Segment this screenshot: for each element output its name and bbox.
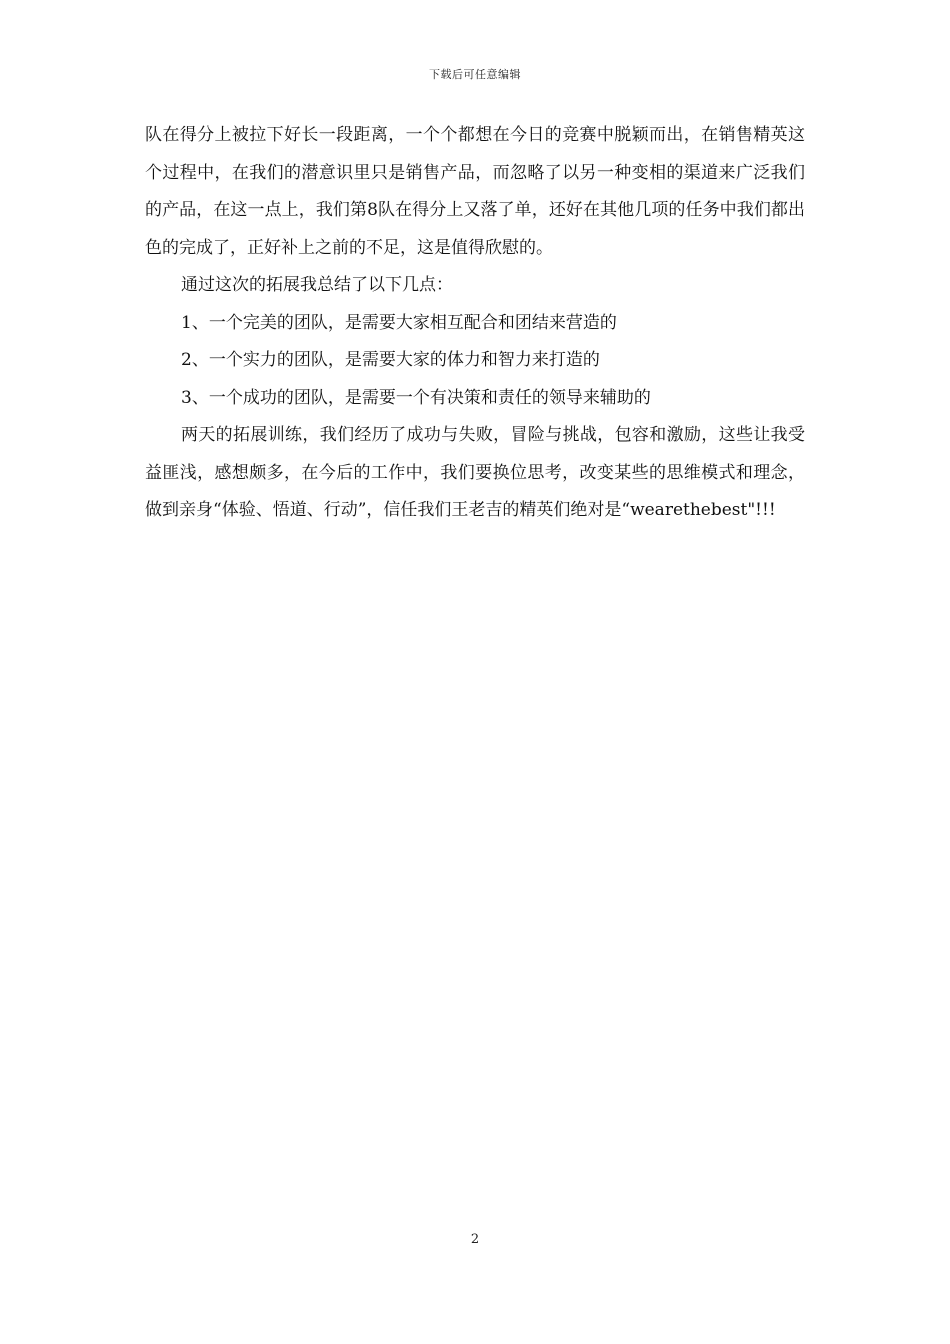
conclusion-paragraph: 两天的拓展训练，我们经历了成功与失败，冒险与挑战，包容和激励，这些让我受益匪浅，感想颇多，在今后的工作中，我们要换位思考，改变某些的思维模式和理念，做到亲身“体验、悟道、行动”，信任我们王老吉的精英们绝对是“wearethebest"!!! <box>145 425 805 520</box>
body-paragraph-continued: 队在得分上被拉下好长一段距离，一个个都想在今日的竞赛中脱颖而出，在销售精英这个过程中，在我们的潜意识里只是销售产品，而忽略了以另一种变相的渠道来广泛我们的产品，在这一点上，我们第8队在得分上又落了单，还好在其他几项的任务中我们都出色的完成了，正好补上之前的不足，这是值得欣慰的。 <box>145 125 805 258</box>
summary-point-1: 1、一个完美的团队，是需要大家相互配合和团结来营造的 <box>181 312 617 333</box>
page-number: 2 <box>470 1232 480 1247</box>
header-note: 下载后可任意编辑 <box>429 68 521 81</box>
summary-point-3: 3、一个成功的团队，是需要一个有决策和责任的领导来辅助的 <box>181 387 651 408</box>
summary-point-2: 2、一个实力的团队，是需要大家的体力和智力来打造的 <box>181 350 600 370</box>
summary-intro-paragraph: 通过这次的拓展我总结了以下几点： <box>181 275 453 295</box>
document-body <box>145 117 805 530</box>
